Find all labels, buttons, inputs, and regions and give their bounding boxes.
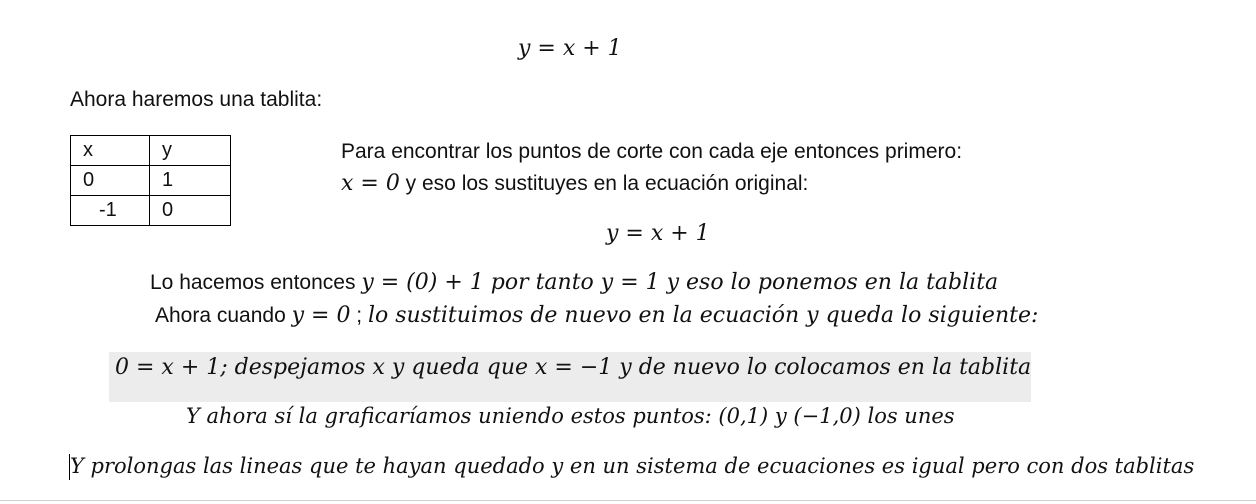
line-y-zero	[155, 303, 1038, 328]
table-header-y: y	[150, 136, 231, 166]
paragraph-x-zero	[341, 171, 808, 196]
table-cell: -1	[71, 196, 150, 226]
line-y-zero-text: Ahora cuando	[155, 304, 292, 327]
table-cell: 1	[150, 166, 231, 196]
line-y-zero-math: y = 0	[291, 303, 351, 328]
equation-top: y = x + 1	[518, 36, 622, 61]
page-bottom-divider	[0, 500, 1256, 501]
line-y-zero-sep: ;	[350, 304, 368, 327]
line-substitution-math: y = (0) + 1 por tanto y = 1 y eso lo ponemos en la tablita	[361, 270, 999, 295]
paragraph-intro: Para encontrar los puntos de corte con cada eje entonces primero:	[341, 140, 963, 163]
paragraph-x-zero-text: y eso los sustituyes en la ecuación original:	[399, 172, 809, 195]
xy-table	[70, 135, 231, 226]
table-cell: 0	[150, 196, 231, 226]
table-row	[71, 136, 231, 166]
line-y-zero-math2: lo sustituimos de nuevo en la ecuación y queda lo siguiente:	[367, 303, 1039, 328]
line-substitution	[150, 270, 998, 295]
table-header-x: x	[71, 136, 150, 166]
equation-middle: y = x + 1	[606, 221, 710, 246]
line-solve-x: 0 = x + 1; despejamos x y queda que x = −1 y de nuevo lo colocamos en la tablita	[115, 355, 1032, 380]
intro-text: Ahora haremos una tablita:	[70, 88, 323, 111]
table-row	[71, 196, 231, 226]
line-graph-points: Y ahora sí la graficaríamos uniendo estos puntos: (0,1) y (−1,0) los unes	[186, 404, 955, 428]
table-cell: 0	[71, 166, 150, 196]
line-extend[interactable]: Y prolongas las lineas que te hayan quedado y en un sistema de ecuaciones es igual pero con dos tablitas	[70, 454, 1195, 478]
table-row	[71, 166, 231, 196]
line-substitution-text: Lo hacemos entonces	[150, 271, 362, 294]
math-x-zero: x = 0	[341, 171, 400, 196]
